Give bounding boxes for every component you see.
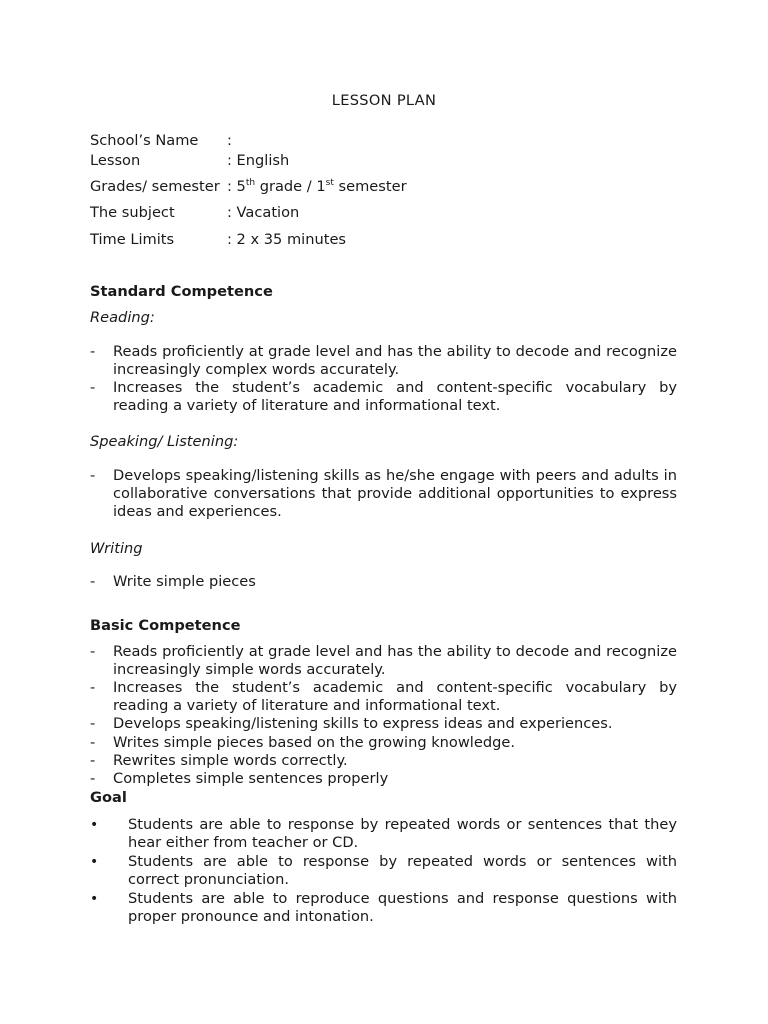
info-value: : English bbox=[227, 152, 290, 169]
goal-heading: Goal bbox=[90, 789, 127, 806]
list-item bbox=[90, 679, 677, 715]
info-value: : Vacation bbox=[227, 204, 300, 221]
document-title: LESSON PLAN bbox=[331, 92, 437, 109]
dash-marker: - bbox=[90, 752, 96, 769]
list-item-text: Increases the student’s academic and content-specific vocabulary by reading a variety of literature and informational text. bbox=[113, 379, 677, 415]
reading-subheading: Reading: bbox=[90, 309, 155, 326]
list-item bbox=[90, 770, 677, 788]
list-item bbox=[90, 816, 677, 852]
info-label: Grades/ semester bbox=[90, 178, 220, 195]
dash-marker: - bbox=[90, 679, 96, 696]
dash-marker: - bbox=[90, 643, 96, 660]
list-item-text: Students are able to reproduce questions and response questions with proper pronounce and intonation. bbox=[128, 890, 677, 926]
dash-marker: - bbox=[90, 573, 96, 590]
info-row-time-limits bbox=[90, 230, 690, 250]
info-row-lesson bbox=[90, 151, 690, 171]
dash-marker: - bbox=[90, 715, 96, 732]
list-item-text: Reads proficiently at grade level and has the ability to decode and recognize increasingly simple words accurately. bbox=[113, 643, 677, 679]
info-value: : 2 x 35 minutes bbox=[227, 231, 347, 248]
list-item-text: Writes simple pieces based on the growing knowledge. bbox=[113, 734, 515, 751]
list-item bbox=[90, 379, 677, 415]
list-item bbox=[90, 643, 677, 679]
list-item-text: Increases the student’s academic and content-specific vocabulary by reading a variety of literature and informational text. bbox=[113, 679, 677, 715]
list-item bbox=[90, 467, 677, 522]
list-item bbox=[90, 573, 677, 591]
dash-marker: - bbox=[90, 770, 96, 787]
dash-marker: - bbox=[90, 379, 96, 396]
speaking-listening-subheading: Speaking/ Listening: bbox=[90, 433, 239, 450]
list-item bbox=[90, 343, 677, 379]
dash-marker: - bbox=[90, 734, 96, 751]
list-item-text: Reads proficiently at grade level and has the ability to decode and recognize increasingly complex words accurately. bbox=[113, 343, 677, 379]
info-row-school-name bbox=[90, 131, 690, 151]
info-row-grades-semester bbox=[90, 177, 690, 197]
bullet-marker: • bbox=[90, 891, 99, 907]
list-item-text: Students are able to response by repeated words or sentences that they hear either from teacher or CD. bbox=[128, 816, 677, 852]
info-label: Time Limits bbox=[90, 231, 175, 248]
list-item-text: Rewrites simple words correctly. bbox=[113, 752, 348, 769]
list-item-text: Students are able to response by repeated words or sentences with correct pronunciation. bbox=[128, 853, 677, 889]
info-row-subject bbox=[90, 203, 690, 223]
list-item-text: Completes simple sentences properly bbox=[113, 770, 389, 787]
list-item bbox=[90, 890, 677, 926]
bullet-marker: • bbox=[90, 817, 99, 833]
info-label: Lesson bbox=[90, 152, 141, 169]
basic-competence-heading: Basic Competence bbox=[90, 617, 241, 634]
standard-competence-heading: Standard Competence bbox=[90, 283, 273, 300]
info-value: : 5th grade / 1st semester bbox=[227, 178, 407, 195]
info-label: The subject bbox=[90, 204, 175, 221]
list-item bbox=[90, 752, 677, 770]
list-item-text: Write simple pieces bbox=[113, 573, 256, 590]
list-item-text: Develops speaking/listening skills as he/she engage with peers and adults in collaborative conversations that provide additional opportunities to express ideas and experiences. bbox=[113, 467, 677, 521]
list-item bbox=[90, 715, 677, 733]
dash-marker: - bbox=[90, 343, 96, 360]
info-value: : bbox=[227, 132, 232, 149]
writing-subheading: Writing bbox=[90, 540, 143, 557]
list-item bbox=[90, 853, 677, 889]
dash-marker: - bbox=[90, 467, 96, 484]
list-item bbox=[90, 734, 677, 752]
bullet-marker: • bbox=[90, 854, 99, 870]
list-item-text: Develops speaking/listening skills to express ideas and experiences. bbox=[113, 715, 613, 732]
info-label: School’s Name bbox=[90, 132, 199, 149]
